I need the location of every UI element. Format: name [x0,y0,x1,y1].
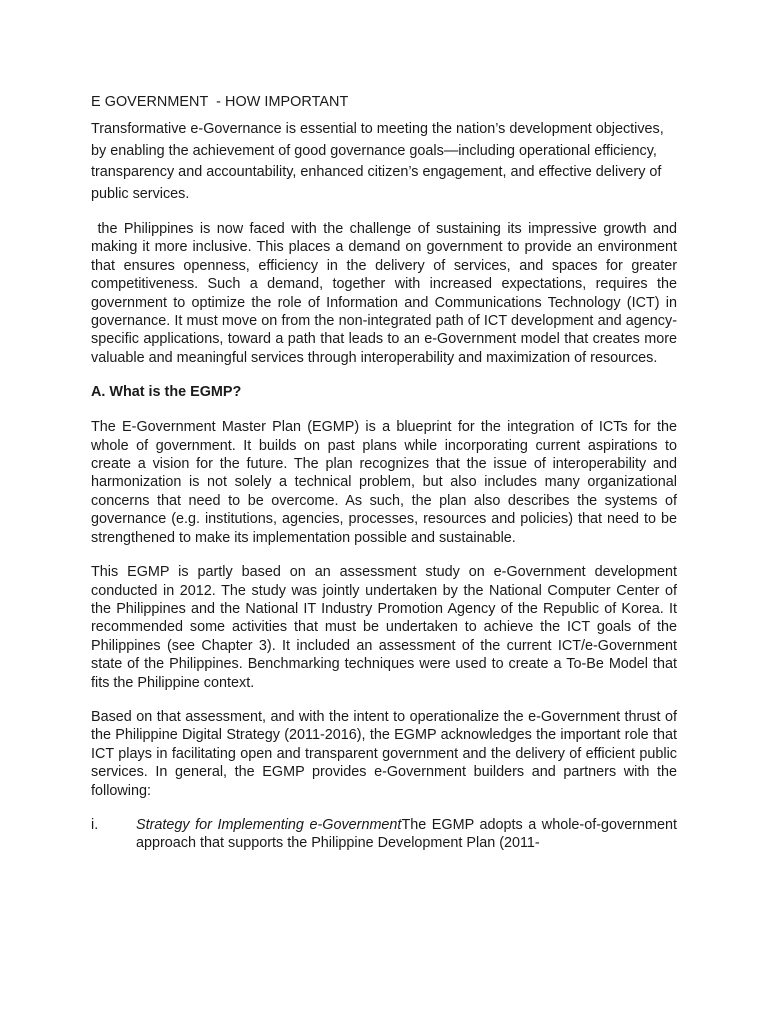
list-item-marker: i. [91,816,99,833]
document-content [91,93,681,853]
paragraph-egmp-definition: The E-Government Master Plan (EGMP) is a blueprint for the integration of ICTs for the whole of government. It builds on past plans while incorporating current aspirations to create a vision for the future. The plan recognizes that the issue of interoperability and harmonization is not solely a technical problem, but also includes many organizational concerns that need to be overcome. As such, the plan also describes the systems of governance (e.g. institutions, agencies, processes, resources and policies) that need to be strengthened to make its implementation possible and sustainable. [91,419,677,546]
list-item [91,816,677,853]
paragraph-assessment-study: This EGMP is partly based on an assessment study on e-Government development conducted in 2012. The study was jointly undertaken by the National Computer Center of the Philippines and the National IT Industry Promotion Agency of the Republic of Korea. It recommended some activities that must be undertaken to achieve the ICT goals of the Philippines (see Chapter 3). It included an assessment of the current ICT/e-Government state of the Philippines. Benchmarking techniques were used to create a To-Be Model that fits the Philippine context. [91,564,677,691]
list-item-title: Strategy for Implementing e-Government [136,816,402,833]
section-a-heading: A. What is the EGMP? [91,384,242,401]
paragraph-philippines-challenge: the Philippines is now faced with the challenge of sustaining its impressive growth and making it more inclusive. This places a demand on government to provide an environment that ensures openness, efficiency in the delivery of services, and spaces for greater competitiveness. Such a demand, together with increased expectations, requires the government to optimize the role of Information and Communications Technology (ICT) in governance. It must move on from the non-integrated path of ICT development and agency-specific applications, toward a path that leads to an e-Government model that creates more valuable and meaningful services through interoperability and maximization of resources. [91,221,681,366]
paragraph-operationalize: Based on that assessment, and with the intent to operationalize the e-Government thrust of the Philippine Digital Strategy (2011-2016), the EGMP acknowledges the important role that ICT plays in facilitating open and transparent government and the delivery of efficient public services. In general, the EGMP provides e-Government builders and partners with the following: [91,708,677,799]
list-item-text: The EGMP adopts a whole-of-government approach that supports the Philippine Development Plan (2011- [136,816,677,852]
document-title: E GOVERNMENT - HOW IMPORTANT [91,94,349,110]
intro-paragraph: Transformative e-Governance is essential to meeting the nation’s development objectives, by enabling the achievement of good governance goals—including operational efficiency, transparency and accountability, enhanced citizen’s engagement, and effective delivery of public services. [91,121,664,202]
egmp-provisions-list [91,816,677,853]
